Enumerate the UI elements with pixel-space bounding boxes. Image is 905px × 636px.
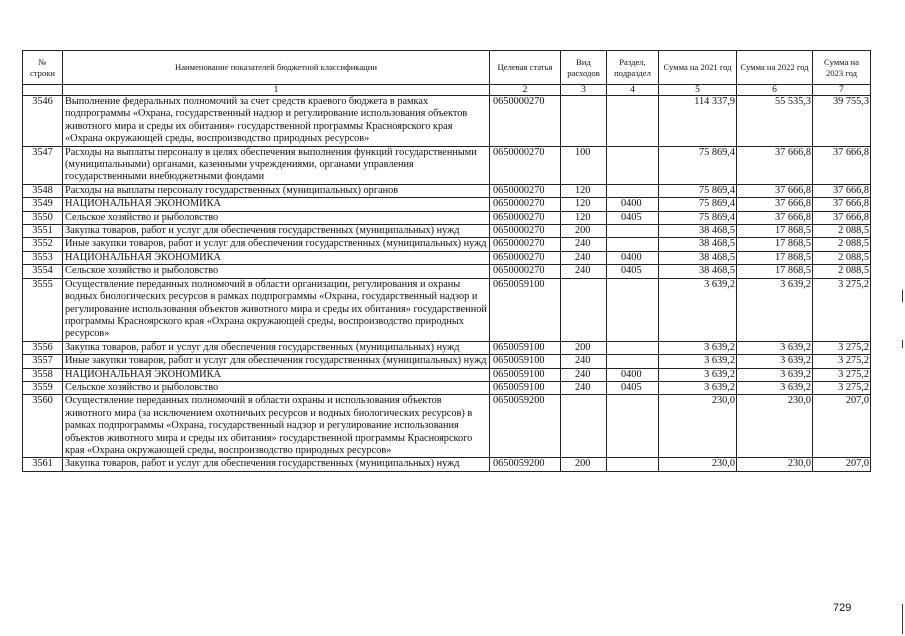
row-sum-2023-cell: 2 088,5 xyxy=(813,251,871,264)
row-kind-cell: 240 xyxy=(561,265,607,278)
row-target-cell: 0650059100 xyxy=(490,355,561,368)
row-number-cell: 3559 xyxy=(23,381,63,394)
row-sum-2023-cell: 37 666,8 xyxy=(813,184,871,197)
row-sum-2022-cell: 37 666,8 xyxy=(737,211,813,224)
row-kind-cell: 100 xyxy=(561,146,607,184)
row-target-cell: 0650000270 xyxy=(490,225,561,238)
row-section-cell xyxy=(607,355,659,368)
row-sum-2022-cell: 3 639,2 xyxy=(737,381,813,394)
table-row xyxy=(23,211,871,224)
row-sum-2023-cell: 3 275,2 xyxy=(813,368,871,381)
row-section-cell: 0405 xyxy=(607,211,659,224)
column-number-row xyxy=(23,85,871,96)
row-number-cell: 3550 xyxy=(23,211,63,224)
row-section-cell: 0400 xyxy=(607,251,659,264)
scan-edge-mark xyxy=(902,604,903,634)
table-row xyxy=(23,225,871,238)
row-sum-2023-cell: 2 088,5 xyxy=(813,238,871,251)
row-kind-cell: 120 xyxy=(561,184,607,197)
row-number-cell: 3551 xyxy=(23,225,63,238)
header-sum-2022: Сумма на 2022 год xyxy=(737,51,813,85)
row-sum-2021-cell: 114 337,9 xyxy=(659,96,737,147)
row-section-cell xyxy=(607,96,659,147)
row-sum-2021-cell: 230,0 xyxy=(659,458,737,471)
table-row xyxy=(23,96,871,147)
row-sum-2023-cell: 39 755,3 xyxy=(813,96,871,147)
table-row xyxy=(23,368,871,381)
row-target-cell: 0650000270 xyxy=(490,265,561,278)
row-kind-cell xyxy=(561,395,607,458)
row-sum-2022-cell: 17 868,5 xyxy=(737,225,813,238)
row-kind-cell: 240 xyxy=(561,355,607,368)
row-sum-2021-cell: 3 639,2 xyxy=(659,278,737,341)
row-name-cell: НАЦИОНАЛЬНАЯ ЭКОНОМИКА xyxy=(63,198,490,211)
row-number-cell: 3554 xyxy=(23,265,63,278)
row-section-cell: 0400 xyxy=(607,198,659,211)
row-target-cell: 0650000270 xyxy=(490,184,561,197)
table-row xyxy=(23,341,871,354)
row-section-cell: 0400 xyxy=(607,368,659,381)
table-row xyxy=(23,251,871,264)
row-sum-2023-cell: 2 088,5 xyxy=(813,265,871,278)
row-sum-2023-cell: 37 666,8 xyxy=(813,211,871,224)
row-sum-2021-cell: 38 468,5 xyxy=(659,225,737,238)
row-number-cell: 3547 xyxy=(23,146,63,184)
row-sum-2021-cell: 3 639,2 xyxy=(659,381,737,394)
table-row xyxy=(23,146,871,184)
row-section-cell: 0405 xyxy=(607,265,659,278)
row-section-cell xyxy=(607,395,659,458)
row-number-cell: 3556 xyxy=(23,341,63,354)
row-kind-cell: 240 xyxy=(561,251,607,264)
row-number-cell: 3555 xyxy=(23,278,63,341)
row-target-cell: 0650059100 xyxy=(490,381,561,394)
row-sum-2023-cell: 3 275,2 xyxy=(813,381,871,394)
row-sum-2021-cell: 3 639,2 xyxy=(659,355,737,368)
row-number-cell: 3557 xyxy=(23,355,63,368)
row-target-cell: 0650000270 xyxy=(490,198,561,211)
row-kind-cell: 240 xyxy=(561,238,607,251)
row-name-cell: Сельское хозяйство и рыболовство xyxy=(63,265,490,278)
row-name-cell: Расходы на выплаты персоналу в целях обеспечения выполнения функций государственными (муниципальными) органами, казенными учреждениями, органами управления государственными внебюджетными фондами xyxy=(63,146,490,184)
row-section-cell xyxy=(607,238,659,251)
row-section-cell xyxy=(607,278,659,341)
table-row xyxy=(23,198,871,211)
row-number-cell: 3561 xyxy=(23,458,63,471)
row-sum-2023-cell: 207,0 xyxy=(813,395,871,458)
row-sum-2022-cell: 17 868,5 xyxy=(737,251,813,264)
row-section-cell xyxy=(607,341,659,354)
table-row xyxy=(23,265,871,278)
header-sum-2021: Сумма на 2021 год xyxy=(659,51,737,85)
row-sum-2021-cell: 38 468,5 xyxy=(659,265,737,278)
row-sum-2021-cell: 38 468,5 xyxy=(659,251,737,264)
scan-edge-mark xyxy=(902,340,903,348)
row-sum-2023-cell: 3 275,2 xyxy=(813,341,871,354)
row-kind-cell xyxy=(561,96,607,147)
row-kind-cell: 120 xyxy=(561,198,607,211)
table-row xyxy=(23,458,871,471)
row-sum-2022-cell: 3 639,2 xyxy=(737,368,813,381)
row-number-cell: 3558 xyxy=(23,368,63,381)
row-target-cell: 0650059100 xyxy=(490,341,561,354)
row-section-cell xyxy=(607,184,659,197)
column-number xyxy=(23,85,63,96)
row-section-cell xyxy=(607,458,659,471)
header-target: Целевая статья xyxy=(490,51,561,85)
header-name: Наименование показателей бюджетной классификации xyxy=(63,51,490,85)
row-number-cell: 3548 xyxy=(23,184,63,197)
row-number-cell: 3552 xyxy=(23,238,63,251)
row-name-cell: Расходы на выплаты персоналу государственных (муниципальных) органов xyxy=(63,184,490,197)
header-kind: Вид расходов xyxy=(561,51,607,85)
row-name-cell: НАЦИОНАЛЬНАЯ ЭКОНОМИКА xyxy=(63,368,490,381)
row-name-cell: Сельское хозяйство и рыболовство xyxy=(63,211,490,224)
row-kind-cell: 200 xyxy=(561,458,607,471)
budget-document xyxy=(22,50,870,472)
row-target-cell: 0650059100 xyxy=(490,368,561,381)
column-number: 5 xyxy=(659,85,737,96)
row-name-cell: Осуществление переданных полномочий в области организации, регулирования и охраны водных биологических ресурсов в рамках подпрограммы «Охрана, государственный надзор и регулирование использования объектов животного мира и среды их обитания» государственной программы Красноярского края «Охрана окружающей среды, воспроизводство природных ресурсов» xyxy=(63,278,490,341)
row-sum-2023-cell: 3 275,2 xyxy=(813,355,871,368)
budget-table xyxy=(22,50,871,472)
row-name-cell: Иные закупки товаров, работ и услуг для обеспечения государственных (муниципальных) нужд xyxy=(63,355,490,368)
row-target-cell: 0650000270 xyxy=(490,251,561,264)
row-sum-2022-cell: 37 666,8 xyxy=(737,198,813,211)
table-body xyxy=(23,96,871,472)
row-sum-2022-cell: 17 868,5 xyxy=(737,265,813,278)
row-sum-2021-cell: 75 869,4 xyxy=(659,184,737,197)
column-number: 4 xyxy=(607,85,659,96)
column-number: 3 xyxy=(561,85,607,96)
column-number: 2 xyxy=(490,85,561,96)
row-sum-2021-cell: 75 869,4 xyxy=(659,198,737,211)
row-kind-cell: 200 xyxy=(561,341,607,354)
row-name-cell: Выполнение федеральных полномочий за счет средств краевого бюджета в рамках подпрограммы «Охрана, государственный надзор и регулирование использования объектов животного мира и среды их обитания» государственной программы Красноярского края «Охрана окружающей среды, воспроизводство природных ресурсов» xyxy=(63,96,490,147)
table-row xyxy=(23,355,871,368)
row-name-cell: Закупка товаров, работ и услуг для обеспечения государственных (муниципальных) нужд xyxy=(63,341,490,354)
row-name-cell: Иные закупки товаров, работ и услуг для обеспечения государственных (муниципальных) нужд xyxy=(63,238,490,251)
row-name-cell: НАЦИОНАЛЬНАЯ ЭКОНОМИКА xyxy=(63,251,490,264)
row-name-cell: Сельское хозяйство и рыболовство xyxy=(63,381,490,394)
row-sum-2022-cell: 230,0 xyxy=(737,395,813,458)
row-sum-2022-cell: 37 666,8 xyxy=(737,184,813,197)
column-number: 6 xyxy=(737,85,813,96)
row-target-cell: 0650059100 xyxy=(490,278,561,341)
header-sum-2023: Сумма на 2023 год xyxy=(813,51,871,85)
row-sum-2021-cell: 3 639,2 xyxy=(659,341,737,354)
row-sum-2023-cell: 207,0 xyxy=(813,458,871,471)
table-row xyxy=(23,395,871,458)
row-sum-2022-cell: 3 639,2 xyxy=(737,278,813,341)
table-row xyxy=(23,278,871,341)
row-number-cell: 3546 xyxy=(23,96,63,147)
row-sum-2022-cell: 230,0 xyxy=(737,458,813,471)
row-number-cell: 3553 xyxy=(23,251,63,264)
row-sum-2021-cell: 3 639,2 xyxy=(659,368,737,381)
row-target-cell: 0650059200 xyxy=(490,458,561,471)
row-kind-cell: 120 xyxy=(561,211,607,224)
row-sum-2022-cell: 37 666,8 xyxy=(737,146,813,184)
table-row xyxy=(23,381,871,394)
row-section-cell xyxy=(607,146,659,184)
row-number-cell: 3560 xyxy=(23,395,63,458)
header-row-no: № строки xyxy=(23,51,63,85)
scan-edge-mark xyxy=(902,290,903,302)
page-number: 729 xyxy=(833,602,852,614)
row-sum-2022-cell: 17 868,5 xyxy=(737,238,813,251)
row-number-cell: 3549 xyxy=(23,198,63,211)
row-sum-2021-cell: 38 468,5 xyxy=(659,238,737,251)
row-sum-2022-cell: 3 639,2 xyxy=(737,341,813,354)
row-target-cell: 0650059200 xyxy=(490,395,561,458)
row-kind-cell: 240 xyxy=(561,381,607,394)
row-kind-cell: 240 xyxy=(561,368,607,381)
row-kind-cell: 200 xyxy=(561,225,607,238)
row-section-cell xyxy=(607,225,659,238)
row-sum-2022-cell: 3 639,2 xyxy=(737,355,813,368)
row-name-cell: Закупка товаров, работ и услуг для обеспечения государственных (муниципальных) нужд xyxy=(63,458,490,471)
column-number: 7 xyxy=(813,85,871,96)
row-section-cell: 0405 xyxy=(607,381,659,394)
row-sum-2021-cell: 230,0 xyxy=(659,395,737,458)
table-row xyxy=(23,184,871,197)
column-number: 1 xyxy=(63,85,490,96)
row-sum-2023-cell: 37 666,8 xyxy=(813,146,871,184)
header-section: Раздел, подраздел xyxy=(607,51,659,85)
table-row xyxy=(23,238,871,251)
row-sum-2023-cell: 37 666,8 xyxy=(813,198,871,211)
row-sum-2023-cell: 2 088,5 xyxy=(813,225,871,238)
row-target-cell: 0650000270 xyxy=(490,146,561,184)
row-name-cell: Закупка товаров, работ и услуг для обеспечения государственных (муниципальных) нужд xyxy=(63,225,490,238)
row-sum-2021-cell: 75 869,4 xyxy=(659,211,737,224)
row-sum-2022-cell: 55 535,3 xyxy=(737,96,813,147)
table-header-row xyxy=(23,51,871,85)
row-sum-2023-cell: 3 275,2 xyxy=(813,278,871,341)
row-kind-cell xyxy=(561,278,607,341)
row-target-cell: 0650000270 xyxy=(490,238,561,251)
row-target-cell: 0650000270 xyxy=(490,211,561,224)
row-sum-2021-cell: 75 869,4 xyxy=(659,146,737,184)
row-target-cell: 0650000270 xyxy=(490,96,561,147)
row-name-cell: Осуществление переданных полномочий в области охраны и использования объектов животного мира (за исключением охотничьих ресурсов и водных биологических ресурсов) в рамках подпрограммы «Охрана, государственный надзор и регулирование использования объектов животного мира и среды их обитания» государственной программы Красноярского края «Охрана окружающей среды, воспроизводство природных ресурсов» xyxy=(63,395,490,458)
